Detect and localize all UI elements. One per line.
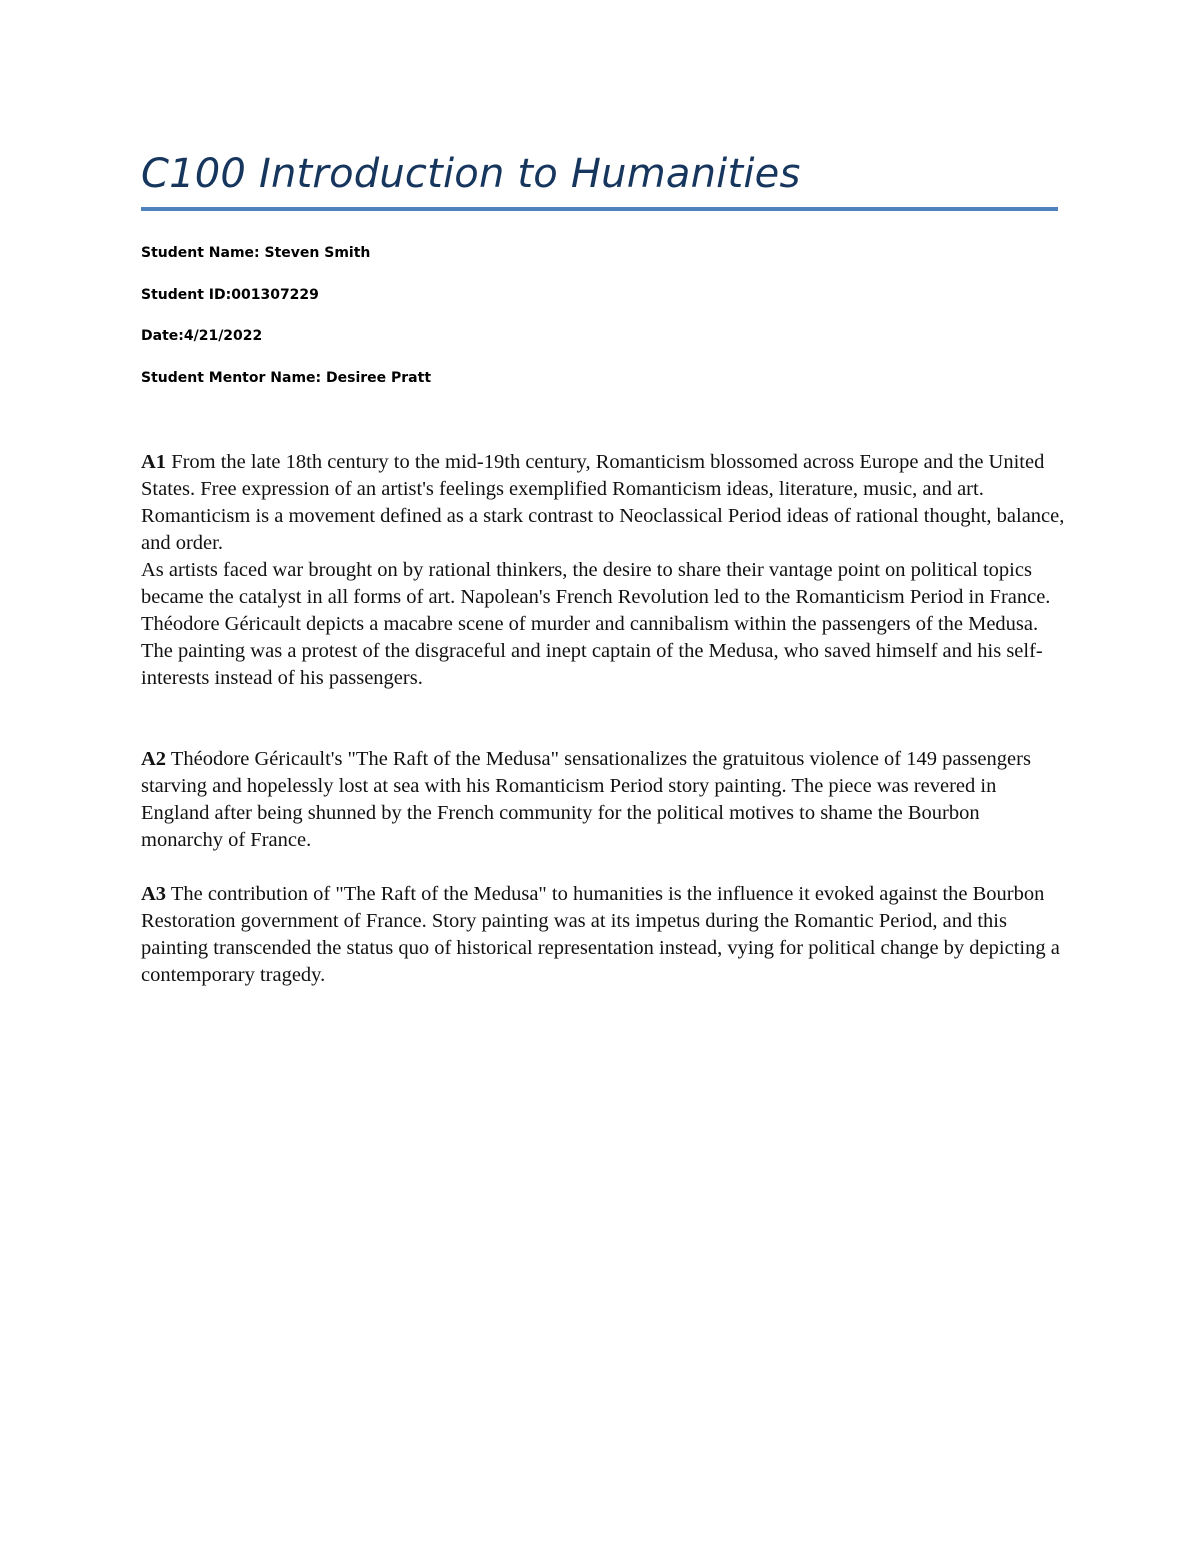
title-underline-rule: [141, 207, 1058, 211]
student-id-label: Student ID:: [141, 287, 232, 303]
student-id-value: 001307229: [231, 287, 319, 303]
student-name-value: Steven Smith: [264, 245, 371, 261]
section-a3-tag: A3: [141, 883, 167, 905]
section-a1-text-1: From the late 18th century to the mid-19th century, Romanticism blossomed across Europe and the United States. Free expression of an artist's feelings exemplified Romanticism ideas, literature, music, and art. Romanticism is a movement defined as a stark contrast to Neoclassical Period ideas of rational thought, balance, and order.: [141, 451, 1065, 554]
section-a1: [141, 449, 1066, 692]
mentor-label: Student Mentor Name:: [141, 370, 322, 386]
date-value: 4/21/2022: [183, 328, 263, 344]
section-a2-text: Théodore Géricault's "The Raft of the Medusa" sensationalizes the gratuitous violence of 149 passengers starving and hopelessly lost at sea with his Romanticism Period story painting. The piece was revered in England after being shunned by the French community for the political motives to shame the Bourbon monarchy of France.: [141, 748, 1031, 851]
section-a1-text-2: As artists faced war brought on by rational thinkers, the desire to share their vantage point on political topics became the catalyst in all forms of art. Napolean's French Revolution led to the Romanticism Period in France. Théodore Géricault depicts a macabre scene of murder and cannibalism within the passengers of the Medusa. The painting was a protest of the disgraceful and inept captain of the Medusa, who saved himself and his self-interests instead of his passengers.: [141, 559, 1051, 689]
section-a1-paragraph-1: [141, 449, 1066, 557]
section-a2-tag: A2: [141, 748, 167, 770]
student-name-label: Student Name:: [141, 245, 260, 261]
section-a3: [141, 881, 1066, 989]
section-a2-paragraph: [141, 746, 1066, 854]
section-a1-paragraph-2: [141, 557, 1066, 692]
student-name-line: [141, 243, 370, 263]
date-label: Date:: [141, 328, 184, 344]
student-id-line: [141, 285, 319, 305]
date-line: [141, 326, 262, 346]
mentor-value: Desiree Pratt: [326, 370, 432, 386]
document-title: C100 Introduction to Humanities: [141, 151, 801, 197]
section-a3-paragraph: [141, 881, 1066, 989]
section-a1-tag: A1: [141, 451, 167, 473]
mentor-line: [141, 368, 431, 388]
section-a2: [141, 746, 1066, 854]
section-a3-text: The contribution of "The Raft of the Medusa" to humanities is the influence it evoked against the Bourbon Restoration government of France. Story painting was at its impetus during the Romantic Period, and this painting transcended the status quo of historical representation instead, vying for political change by depicting a contemporary tragedy.: [141, 883, 1060, 986]
